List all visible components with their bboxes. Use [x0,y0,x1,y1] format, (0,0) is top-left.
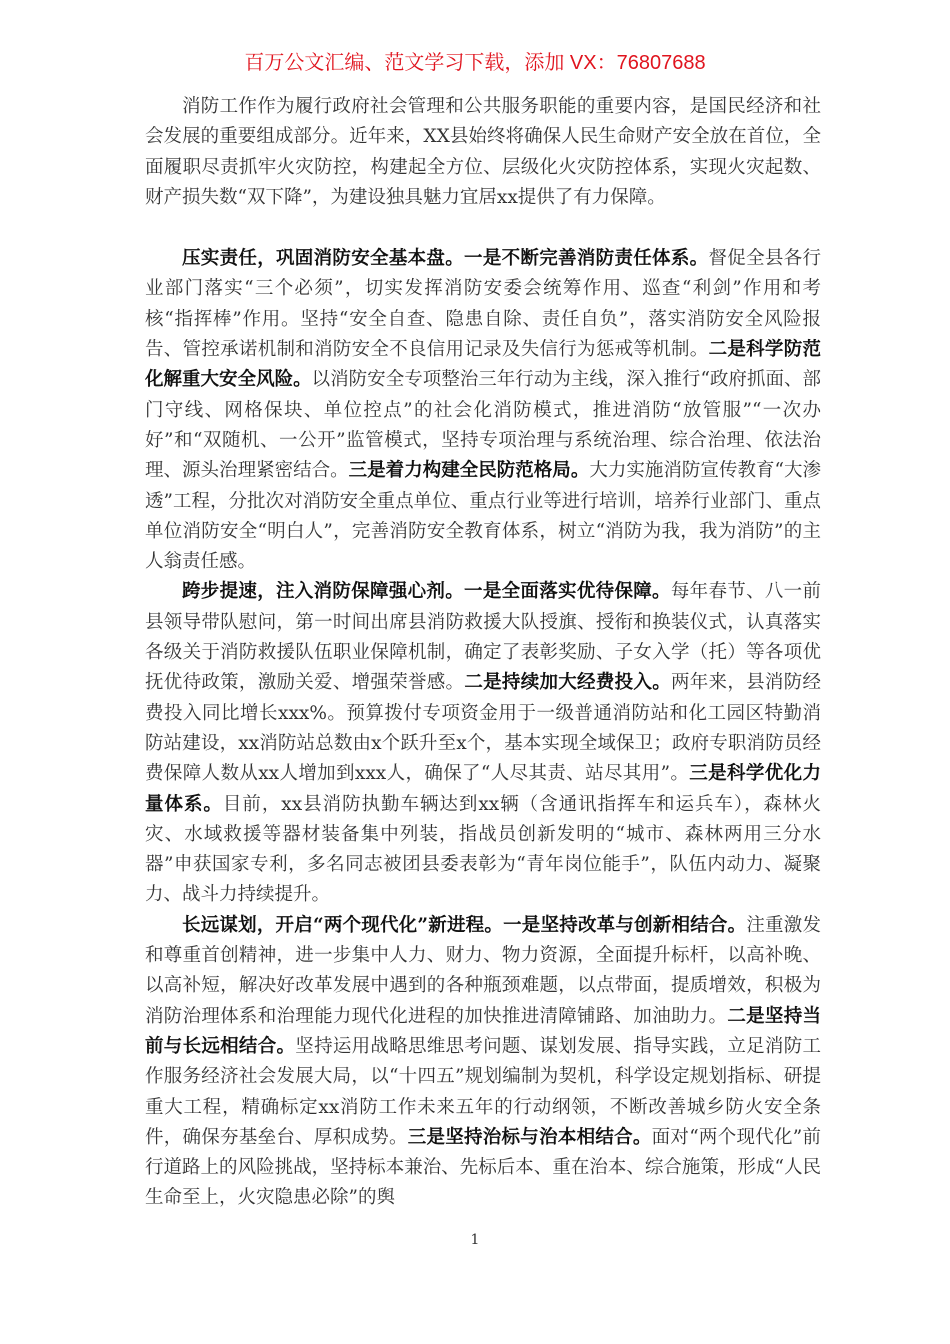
bold-heading-run: 二是科学防范化解重大安全风险。 [145,339,821,391]
text-run: 目前，xx县消防执勤车辆达到xx辆（含通讯指挥车和运兵车），森林火灾、水域救援等器材装备集中列装，指战员创新发明的“城市、森林两用三分水器”申获国家专利，多名同志被团县委表彰为“青年岗位能手”，队伍内动力、凝聚力、战斗力持续提升。 [145,793,821,906]
bold-heading-run: 跨步提速，注入消防保障强心剂。 [182,581,465,603]
text-run: 面对“两个现代化”前行道路上的风险挑战，坚持标本兼治、先标后本、重在治本、综合施策，形成“人民生命至上，火灾隐患必除”的舆 [145,1126,821,1209]
bold-heading-run: 一是坚持改革与创新相结合。 [503,914,747,936]
paragraph [145,244,821,577]
text-run: 督促全县各行业部门落实“三个必须”，切实发挥消防安委会统筹作用、巡查“利剑”作用和考核“指挥棒”作用。坚持“安全自查、隐患自除、责任自负”，落实消防安全风险报告、管控承诺机制和消防安全不良信用记录及失信行为惩戒等机制。 [145,248,821,361]
bold-heading-run: 压实责任，巩固消防安全基本盘。 [182,248,465,270]
page-number: 1 [470,1232,480,1248]
paragraph [145,577,821,910]
document-body [145,92,821,1214]
paragraph [145,92,821,213]
bold-heading-run: 一是全面落实优待保障。 [464,581,671,603]
bold-heading-run: 二是持续加大经费投入。 [464,672,671,694]
bold-heading-run: 一是不断完善消防责任体系。 [464,248,709,270]
bold-heading-run: 三是着力构建全民防范格局。 [348,460,590,482]
text-run: 消防工作作为履行政府社会管理和公共服务职能的重要内容，是国民经济和社会发展的重要组成部分。近年来，XX县始终将确保人民生命财产安全放在首位，全面履职尽责抓牢火灾防控，构建起全方位、层级化火灾防控体系，实现火灾起数、财产损失数“双下降”，为建设独具魅力宜居xx提供了有力保障。 [145,96,821,208]
text-run: 注重激发和尊重首创精神，进一步集中人力、财力、物力资源，全面提升标杆，以高补晚、以高补短，解决好改革发展中遇到的各种瓶颈难题，以点带面，提质增效，积极为消防治理体系和治理能力现代化进程的加快推进清障铺路、加油助力。 [145,914,821,1027]
text-run: 两年来，县消防经费投入同比增长xxx%。预算拨付专项资金用于一级普通消防站和化工园区特勤消防站建设，xx消防站总数由x个跃升至x个，基本实现全域保卫；政府专职消防员经费保障人数从xx人增加到xxx人，确保了“人尽其责、站尽其用”。 [145,672,821,785]
text-run: 每年春节、八一前县领导带队慰问，第一时间出席县消防救援大队授旗、授衔和换装仪式，认真落实各级关于消防救援队伍职业保障机制，确定了表彰奖励、子女入学（托）等各项优抚优待政策，激励关爱、增强荣誉感。 [145,581,821,694]
paragraph [145,911,821,1214]
bold-heading-run: 三是坚持治标与治本相结合。 [407,1126,652,1148]
bold-heading-run: 长远谋划，开启“两个现代化”新进程。 [182,914,504,936]
text-run: 以消防安全专项整治三年行动为主线，深入推行“政府抓面、部门守线、网格保块、单位控点”的社会化消防模式，推进消防“放管服”“一次办好”和“双随机、一公开”监管模式，坚持专项治理与系统治理、综合治理、依法治理、源头治理紧密结合。 [145,369,821,482]
bold-heading-run: 三是科学优化力量体系。 [145,763,821,815]
text-run: 大力实施消防宣传教育“大渗透”工程，分批次对消防安全重点单位、重点行业等进行培训，培养行业部门、重点单位消防安全“明白人”，完善消防安全教育体系，树立“消防为我，我为消防”的主人翁责任感。 [145,460,821,573]
text-run: 坚持运用战略思维思考问题、谋划发展、指导实践，立足消防工作服务经济社会发展大局，以“十四五”规划编制为契机，科学设定规划指标、研提重大工程，精确标定xx消防工作未来五年的行动纲领，不断改善城乡防火安全条件，确保夯基垒台、厚积成势。 [145,1035,821,1148]
bold-heading-run: 二是坚持当前与长远相结合。 [145,1005,821,1057]
watermark-header: 百万公文汇编、范文学习下载，添加 VX：76807688 [244,52,706,74]
